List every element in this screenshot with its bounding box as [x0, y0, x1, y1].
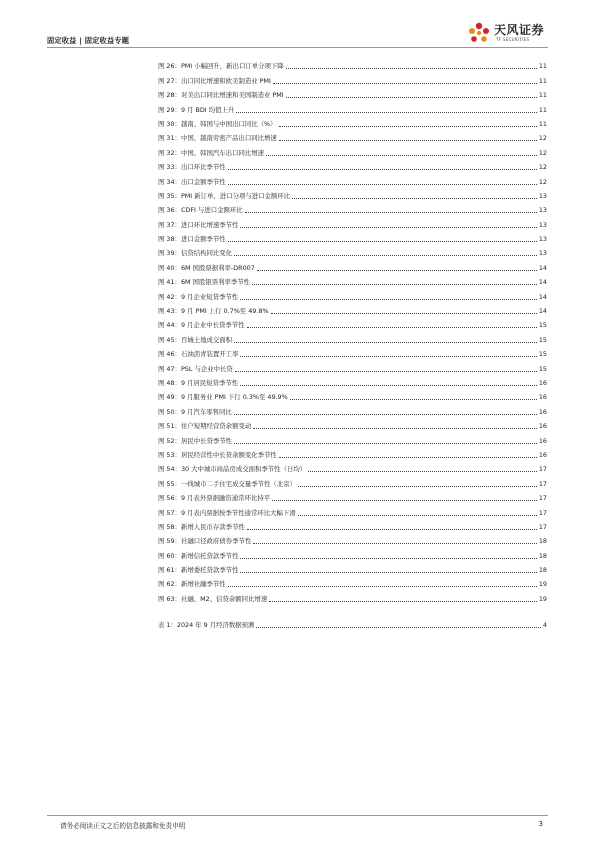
toc-leader-dots	[240, 299, 537, 300]
toc-figure-entry[interactable]	[158, 416, 547, 430]
toc-entry-page: 12	[538, 177, 547, 186]
toc-entry-page: 14	[538, 307, 547, 316]
toc-entry-label: 图 45：百城土地成交面积	[158, 335, 233, 344]
toc-leader-dots	[279, 126, 537, 127]
toc-entry-label: 图 31：中国、越南劳密产品出口同比增速	[158, 134, 277, 143]
toc-entry-label: 图 42：9 月企业短贷季节性	[158, 292, 239, 301]
toc-leader-dots	[266, 155, 537, 156]
toc-leader-dots	[240, 227, 536, 228]
toc-entry-label: 图 28：对美出口同比增速和美国制造业 PMI	[158, 91, 284, 100]
toc-entry-page: 12	[538, 148, 547, 157]
toc-leader-dots	[234, 342, 537, 343]
toc-leader-dots	[235, 371, 537, 372]
toc-entry-page: 18	[538, 551, 547, 560]
toc-entry-page: 16	[538, 450, 547, 459]
toc-leader-dots	[253, 428, 537, 429]
toc-figure-entry[interactable]	[158, 488, 547, 502]
toc-entry-label: 图 48：9 月居民短贷季节性	[158, 378, 239, 387]
toc-figure-entry[interactable]	[158, 99, 547, 113]
toc-entry-page: 12	[538, 134, 547, 143]
page-header	[0, 0, 595, 52]
toc-figure-entry[interactable]	[158, 373, 547, 387]
toc-figure-entry[interactable]	[158, 545, 547, 559]
toc-figure-entry[interactable]	[158, 387, 547, 401]
toc-figure-entry[interactable]	[158, 344, 547, 358]
toc-entry-label: 图 36：CDFI 与进口金额环比	[158, 206, 243, 215]
header-divider	[47, 47, 548, 48]
toc-leader-dots	[240, 558, 536, 559]
toc-entry-page: 13	[538, 191, 547, 200]
toc-leader-dots	[286, 97, 537, 98]
toc-leader-dots	[247, 529, 537, 530]
toc-entry-label: 图 44：9 月企业中长贷季节性	[158, 321, 245, 330]
toc-entry-page: 15	[538, 364, 547, 373]
toc-entry-label: 图 56：9 月表外票据融资通常环比持平	[158, 494, 271, 503]
toc-entry-page: 13	[538, 235, 547, 244]
toc-entry-page: 16	[538, 422, 547, 431]
page-number: 3	[538, 820, 543, 828]
toc-figure-entry[interactable]	[158, 358, 547, 372]
toc-entry-page: 13	[538, 206, 547, 215]
toc-figure-entry[interactable]	[158, 401, 547, 415]
toc-figure-entry[interactable]	[158, 85, 547, 99]
toc-entry-label: 图 47：PSL 与企业中长贷	[158, 364, 233, 373]
toc-figure-entry[interactable]	[158, 517, 547, 531]
toc-leader-dots	[298, 515, 537, 516]
toc-entry-label: 图 62：新增社融季节性	[158, 580, 226, 589]
toc-figure-entry[interactable]	[158, 186, 547, 200]
toc-figure-entry[interactable]	[158, 70, 547, 84]
toc-leader-dots	[298, 486, 537, 487]
toc-entry-page: 19	[538, 580, 547, 589]
toc-entry-page: 18	[538, 566, 547, 575]
toc-entry-label: 图 33：出口环比季节性	[158, 163, 226, 172]
toc-figure-entry[interactable]	[158, 560, 547, 574]
toc-entry-label: 图 34：出口金额季节性	[158, 177, 226, 186]
toc-figure-entry[interactable]	[158, 257, 547, 271]
toc-entry-page: 17	[538, 494, 547, 503]
toc-leader-dots	[279, 140, 537, 141]
toc-figure-entry[interactable]	[158, 502, 547, 516]
toc-entry-page: 14	[538, 263, 547, 272]
toc-figure-entry[interactable]	[158, 229, 547, 243]
toc-entry-label: 图 50：9 月汽车零售同比	[158, 407, 232, 416]
toc-entry-page: 18	[538, 537, 547, 546]
toc-entry-label: 图 46：石油沥青装置开工率	[158, 350, 239, 359]
section-title: 固定收益 | 固定收益专题	[47, 36, 130, 45]
toc-leader-dots	[308, 471, 537, 472]
toc-figure-entry[interactable]	[158, 114, 547, 128]
toc-leader-dots	[269, 601, 537, 602]
toc-figure-entry[interactable]	[158, 286, 547, 300]
toc-figure-entry[interactable]	[158, 128, 547, 142]
toc-figure-entry[interactable]	[158, 574, 547, 588]
toc-figure-entry[interactable]	[158, 157, 547, 171]
toc-figure-entry[interactable]	[158, 243, 547, 257]
toc-entry-page: 11	[538, 76, 547, 85]
toc-leader-dots	[252, 284, 537, 285]
toc-entry-label: 图 55：一线城市二手住宅成交量季节性（北京）	[158, 479, 296, 488]
logo-icon	[466, 20, 492, 46]
figure-table-of-contents	[158, 56, 547, 629]
toc-leader-dots	[240, 572, 536, 573]
toc-figure-entry[interactable]	[158, 200, 547, 214]
toc-leader-dots	[236, 112, 537, 113]
toc-figure-entry[interactable]	[158, 430, 547, 444]
toc-entry-label: 图 40：6M 国股票据利率-DR007	[158, 263, 255, 272]
toc-figure-entry[interactable]	[158, 445, 547, 459]
toc-entry-page: 14	[538, 292, 547, 301]
toc-leader-dots	[234, 443, 537, 444]
toc-entry-label: 图 61：新增委托贷款季节性	[158, 566, 239, 575]
footer-divider	[47, 815, 548, 816]
toc-table-entry[interactable]	[158, 615, 547, 629]
toc-entry-page: 15	[538, 335, 547, 344]
toc-entry-label: 图 38：进口金额季节性	[158, 235, 226, 244]
toc-leader-dots	[228, 184, 537, 185]
toc-figure-entry[interactable]	[158, 315, 547, 329]
toc-entry-page: 11	[538, 105, 547, 114]
toc-entry-page: 14	[538, 278, 547, 287]
toc-entry-label: 图 39：信贷结构同比变化	[158, 249, 233, 258]
toc-figure-entry[interactable]	[158, 301, 547, 315]
toc-entry-label: 图 26：PMI 小幅回升，新出口订单分项下降	[158, 62, 284, 71]
toc-leader-dots	[234, 255, 537, 256]
toc-entry-page: 15	[538, 321, 547, 330]
toc-leader-dots	[272, 500, 537, 501]
toc-figure-entry[interactable]	[158, 588, 547, 602]
toc-leader-dots	[279, 457, 537, 458]
toc-entry-label: 图 59：社融口径政府债券季节性	[158, 537, 252, 546]
toc-leader-dots	[245, 212, 537, 213]
toc-figure-entry[interactable]	[158, 142, 547, 156]
toc-entry-label: 图 52：居民中长贷季节性	[158, 436, 233, 445]
toc-figure-entry[interactable]	[158, 56, 547, 70]
toc-leader-dots	[228, 586, 537, 587]
toc-leader-dots	[257, 270, 537, 271]
toc-entry-label: 图 30：越南、韩国与中国出口同比（%）	[158, 119, 277, 128]
toc-entry-label: 图 27：出口同比增速和欧美制造业 PMI	[158, 76, 271, 85]
toc-entry-label: 图 58：新增人民币存款季节性	[158, 522, 245, 531]
toc-entry-page: 11	[538, 91, 547, 100]
toc-leader-dots	[234, 414, 537, 415]
toc-leader-dots	[240, 385, 537, 386]
toc-entry-page: 4	[542, 621, 547, 630]
logo-text-cn: 天风证券	[494, 23, 545, 37]
logo-text-en: TF SECURITIES	[496, 37, 530, 42]
toc-entry-label: 图 41：6M 国股银票利率季节性	[158, 278, 251, 287]
toc-figure-entry[interactable]	[158, 473, 547, 487]
toc-entry-page: 17	[538, 479, 547, 488]
toc-entry-page: 17	[538, 522, 547, 531]
toc-figure-entry[interactable]	[158, 329, 547, 343]
toc-leader-dots	[228, 169, 537, 170]
toc-entry-page: 13	[538, 249, 547, 258]
toc-entry-label: 图 49：9 月服务业 PMI 下行 0.3%至 49.9%	[158, 393, 288, 402]
toc-entry-label: 图 35：PMI 新订单、进口分项与进口金额环比	[158, 191, 291, 200]
toc-leader-dots	[273, 83, 537, 84]
toc-entry-label: 图 37：进口环比增速季节性	[158, 220, 239, 229]
footer-disclaimer: 请务必阅读正文之后的信息披露和免责申明	[60, 822, 186, 830]
toc-entry-label: 图 32：中国、韩国汽车出口同比增速	[158, 148, 265, 157]
toc-entry-page: 17	[538, 508, 547, 517]
toc-figure-entry[interactable]	[158, 214, 547, 228]
toc-entry-label: 图 43：9 月 PMI 上行 0.7%至 49.8%	[158, 307, 269, 316]
toc-entry-page: 17	[538, 465, 547, 474]
toc-entry-page: 15	[538, 350, 547, 359]
toc-entry-page: 16	[538, 393, 547, 402]
toc-leader-dots	[271, 313, 537, 314]
toc-leader-dots	[292, 198, 537, 199]
toc-entry-page: 16	[538, 378, 547, 387]
toc-figure-entry[interactable]	[158, 531, 547, 545]
toc-entry-page: 12	[538, 163, 547, 172]
company-logo	[466, 20, 548, 46]
toc-entry-label: 图 63：社融、M2、信贷余额同比增速	[158, 594, 268, 603]
toc-entry-label: 图 29：9 月 BDI 均值上升	[158, 105, 235, 114]
toc-leader-dots	[228, 241, 537, 242]
toc-entry-page: 16	[538, 436, 547, 445]
toc-entry-page: 11	[538, 62, 547, 71]
toc-figure-entry[interactable]	[158, 272, 547, 286]
toc-entry-label: 图 53：居民经营性中长贷余额变化季节性	[158, 450, 277, 459]
toc-entry-label: 图 60：新增信托贷款季节性	[158, 551, 239, 560]
toc-section-gap	[158, 603, 547, 615]
toc-entry-page: 19	[538, 594, 547, 603]
toc-figure-entry[interactable]	[158, 171, 547, 185]
toc-leader-dots	[286, 68, 537, 69]
toc-leader-dots	[290, 399, 537, 400]
toc-entry-label: 表 1：2024 年 9 月经济数据预测	[158, 621, 255, 630]
toc-entry-page: 13	[538, 220, 547, 229]
toc-figure-entry[interactable]	[158, 459, 547, 473]
toc-entry-label: 图 54：30 大中城市商品房成交面积季节性（日均）	[158, 465, 307, 474]
toc-entry-label: 图 57：9 月表内票据按季节性通常环比大幅下滑	[158, 508, 296, 517]
toc-entry-page: 16	[538, 407, 547, 416]
toc-leader-dots	[253, 543, 537, 544]
toc-leader-dots	[256, 627, 540, 628]
toc-entry-label: 图 51：住户短期经营贷余额变动	[158, 422, 252, 431]
toc-entry-page: 11	[538, 119, 547, 128]
toc-leader-dots	[240, 356, 536, 357]
toc-leader-dots	[247, 327, 537, 328]
